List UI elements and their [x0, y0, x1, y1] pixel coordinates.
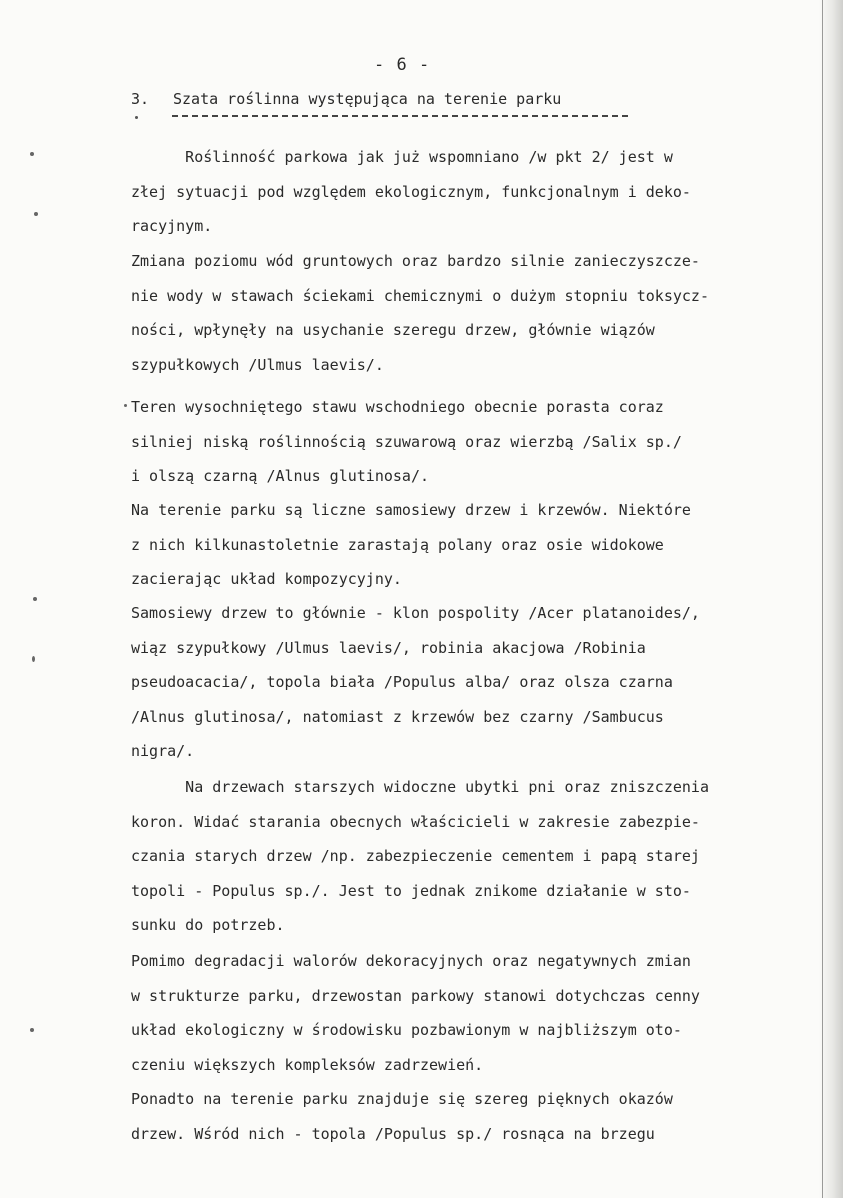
paragraph-2: Zmiana poziomu wód gruntowych oraz bardzo silnie zanieczyszcze- nie wody w stawach ściekami chemicznymi o dużym stopniu toksycz- ności, wpłynęły na usychanie szeregu drzew, głównie wiązów szypułkowych /Ulmus laevis/.	[131, 252, 709, 374]
margin-mark	[32, 656, 35, 662]
paragraph-3: Teren wysochniętego stawu wschodniego obecnie porasta coraz silniej niską roślinnością szuwarową oraz wierzbą /Salix sp./ i olszą czarną /Alnus glutinosa/.	[131, 398, 682, 486]
paragraph-6: Na drzewach starszych widoczne ubytki pni oraz zniszczenia koron. Widać starania obecnych właścicieli w zakresie zabezpie- czania starych drzew /np. zabezpieczenie cementem i papą starej topoli - Populus sp./. Jest to jednak znikome działanie w sto- sunku do potrzeb.	[131, 778, 709, 935]
heading-dot	[135, 116, 138, 119]
section-title: Szata roślinna występująca na terenie parku	[173, 90, 562, 108]
paragraph-5: Samosiewy drzew to głównie - klon pospolity /Acer platanoides/, wiąz szypułkowy /Ulmus laevis/, robinia akacjowa /Robinia pseudoacacia/, topola biała /Populus alba/ oraz olsza czarna /Alnus glutinosa/, natomiast z krzewów bez czarny /Sambucus nigra/.	[131, 604, 700, 761]
margin-mark	[124, 404, 127, 407]
section-heading	[131, 90, 561, 108]
margin-mark	[33, 597, 37, 601]
paragraph-1: Roślinność parkowa jak już wspomniano /w pkt 2/ jest w złej sytuacji pod względem ekologicznym, funkcjonalnym i deko- racyjnym.	[131, 148, 691, 236]
paragraph-7: Pomimo degradacji walorów dekoracyjnych oraz negatywnych zmian w strukturze parku, drzewostan parkowy stanowi dotychczas cenny układ ekologiczny w środowisku pozbawionym w najbliższym oto- czeniu większych kompleksów zadrzewień.	[131, 952, 700, 1074]
paragraph-8: Ponadto na terenie parku znajduje się szereg pięknych okazów drzew. Wśród nich - topola /Populus sp./ rosnąca na brzegu	[131, 1090, 673, 1143]
page-number: - 6 -	[374, 55, 431, 75]
margin-mark	[30, 152, 34, 156]
heading-underline	[172, 115, 628, 119]
margin-mark	[34, 212, 38, 216]
paragraph-4: Na terenie parku są liczne samosiewy drzew i krzewów. Niektóre z nich kilkunastoletnie zarastają polany oraz osie widokowe zacierając układ kompozycyjny.	[131, 501, 691, 589]
page-edge-line	[822, 0, 823, 1198]
margin-mark	[30, 1028, 34, 1032]
section-number: 3.	[131, 90, 150, 108]
